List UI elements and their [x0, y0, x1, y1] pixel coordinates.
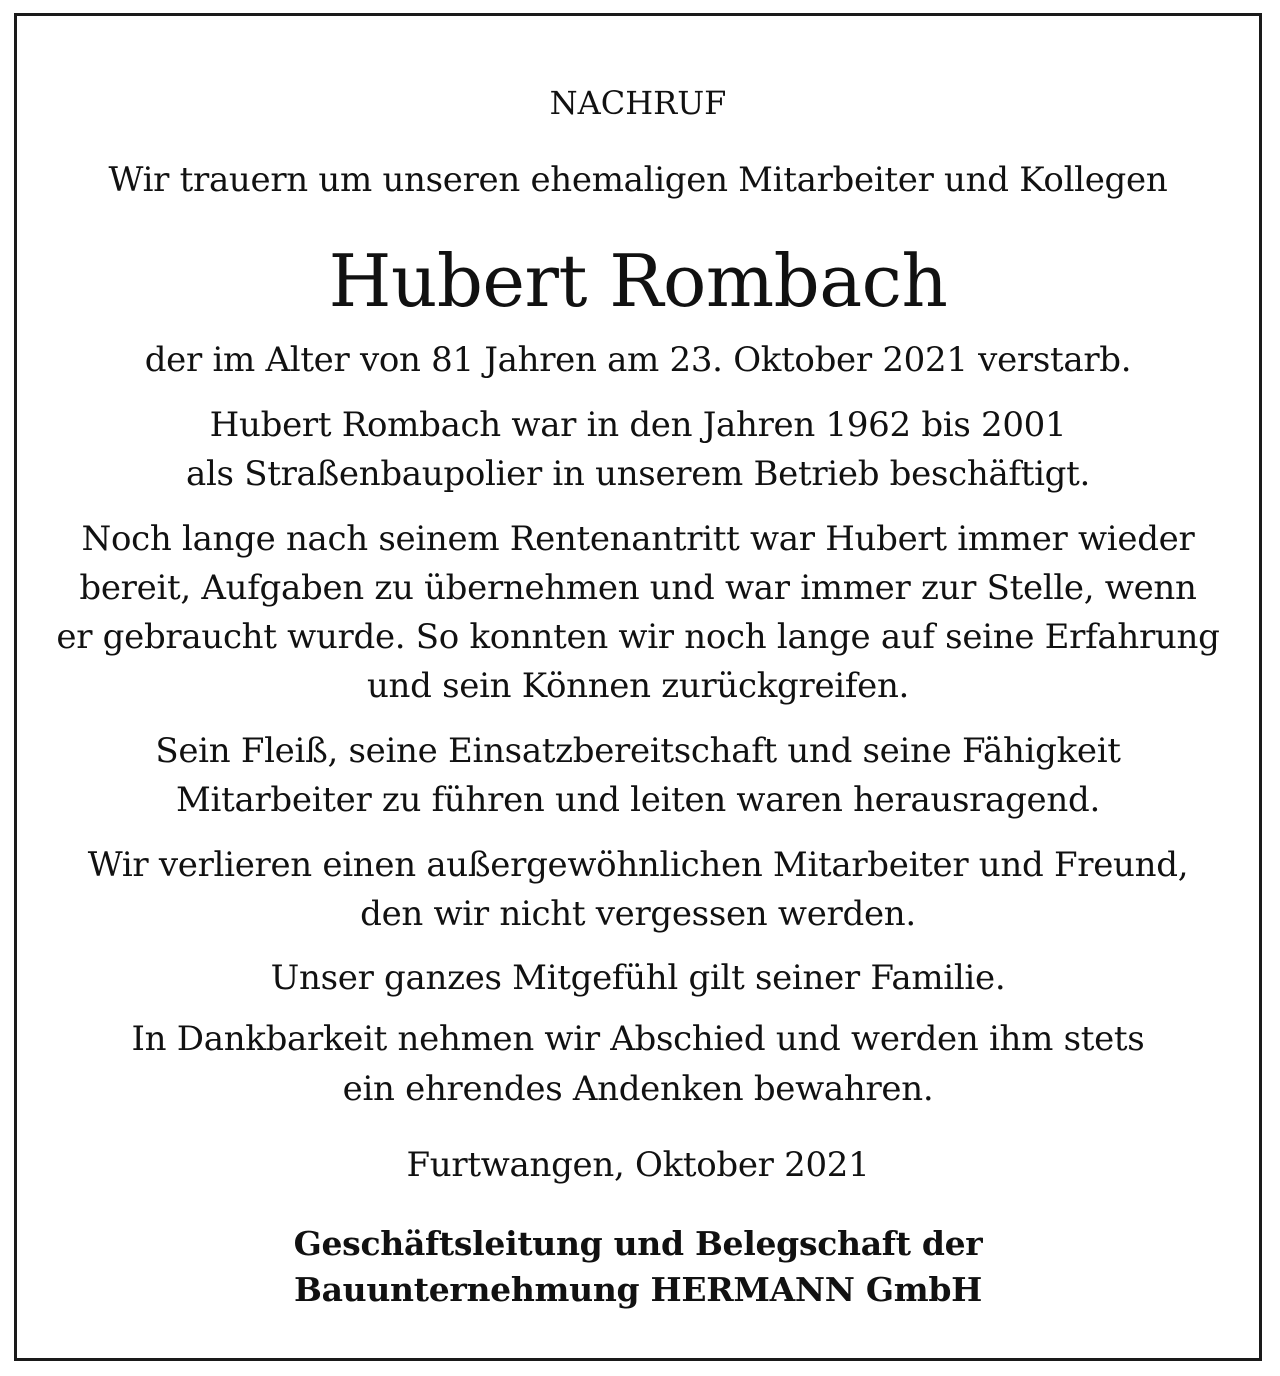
career-line-2: als Straßenbaupolier in unserem Betrieb beschäftigt. [186, 454, 1090, 494]
career-line-1: Hubert Rombach war in den Jahren 1962 bis 2001 [209, 405, 1067, 445]
loss-line-2: den wir nicht vergessen werden. [360, 894, 916, 934]
retirement-line-1: Noch lange nach seinem Rentenantritt war Hubert immer wieder [81, 519, 1195, 559]
retirement-line-3: er gebraucht wurde. So konnten wir noch lange auf seine Erfahrung [56, 617, 1220, 657]
farewell-line-2: ein ehrendes Andenken bewahren. [342, 1069, 934, 1109]
death-line: der im Alter von 81 Jahren am 23. Oktober 2021 verstarb. [144, 340, 1132, 380]
loss-line-1: Wir verlieren einen außergewöhnlichen Mitarbeiter und Freund, [87, 845, 1189, 885]
place-date: Furtwangen, Oktober 2021 [406, 1145, 870, 1185]
deceased-name: Hubert Rombach [328, 239, 948, 323]
obituary-frame [14, 13, 1262, 1361]
obituary-heading: NACHRUF [549, 84, 727, 122]
intro-text: Wir trauern um unseren ehemaligen Mitarbeiter und Kollegen [108, 160, 1168, 200]
qualities-line-1: Sein Fleiß, seine Einsatzbereitschaft und seine Fähigkeit [155, 731, 1121, 771]
retirement-line-4: und sein Können zurückgreifen. [366, 666, 910, 706]
qualities-line-2: Mitarbeiter zu führen und leiten waren herausragend. [176, 780, 1100, 820]
retirement-line-2: bereit, Aufgaben zu übernehmen und war immer zur Stelle, wenn [79, 568, 1197, 608]
signature-line-2: Bauunternehmung HERMANN GmbH [294, 1270, 982, 1309]
sympathy-line: Unser ganzes Mitgefühl gilt seiner Familie. [270, 958, 1006, 998]
signature-line-1: Geschäftsleitung und Belegschaft der [293, 1224, 983, 1263]
farewell-line-1: In Dankbarkeit nehmen wir Abschied und werden ihm stets [131, 1019, 1145, 1059]
